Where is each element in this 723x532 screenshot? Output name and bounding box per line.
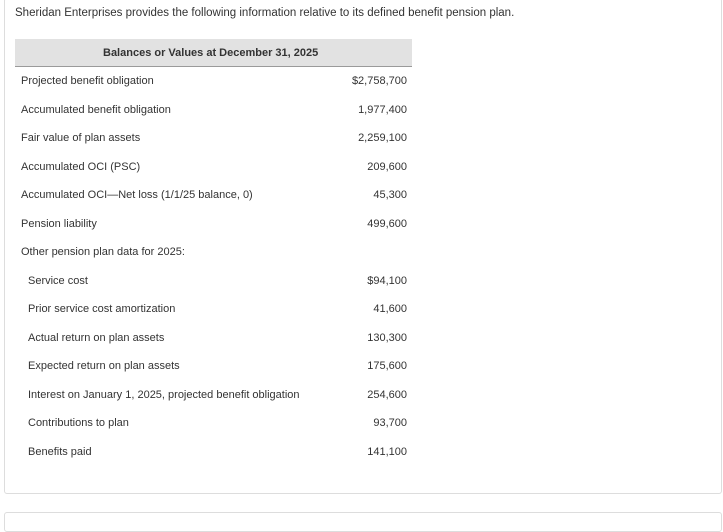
table-row [15,409,412,438]
row-label: Accumulated OCI (PSC) [21,160,141,173]
row-label: Projected benefit obligation [21,75,154,87]
section-heading-label: Other pension plan data for 2025: [21,246,185,258]
row-label: Benefits paid [28,445,92,458]
row-label: Interest on January 1, 2025, projected benefit obligation [28,388,300,401]
row-value: 1,977,400 [358,103,407,116]
row-value: 130,300 [367,331,407,344]
pension-data-table [15,39,412,466]
row-value: 41,600 [373,303,407,315]
table-section-heading [15,238,412,267]
row-value: $94,100 [367,274,407,287]
row-label: Pension liability [21,217,97,230]
row-value: 93,700 [373,417,407,429]
table-row [15,96,412,125]
row-label: Expected return on plan assets [28,360,180,372]
row-label: Prior service cost amortization [28,303,176,315]
row-label: Accumulated benefit obligation [21,103,171,116]
table-row [15,124,412,153]
intro-text: Sheridan Enterprises provides the following information relative to its defined benefit pension plan. [15,7,515,19]
table-row [15,295,412,324]
row-label: Accumulated OCI—Net loss (1/1/25 balance, 0) [21,189,253,201]
table-row [15,210,412,239]
table-row [15,153,412,182]
table-row [15,438,412,467]
row-value: 45,300 [373,189,407,201]
table-row [15,381,412,410]
table-row [15,352,412,381]
row-value: 254,600 [367,388,407,401]
table-row [15,267,412,296]
table-row [15,67,412,96]
table-row [15,181,412,210]
row-label: Actual return on plan assets [28,331,165,344]
row-label: Fair value of plan assets [21,132,141,144]
row-value: 175,600 [367,360,407,372]
table-header: Balances or Values at December 31, 2025 [15,39,412,67]
row-value: $2,758,700 [351,75,407,87]
row-label: Service cost [28,274,88,287]
row-value: 2,259,100 [358,132,407,144]
row-value: 141,100 [367,445,407,458]
row-label: Contributions to plan [28,417,129,429]
row-value: 209,600 [367,160,407,173]
row-value: 499,600 [367,217,407,230]
table-row [15,324,412,353]
next-card [4,512,722,532]
